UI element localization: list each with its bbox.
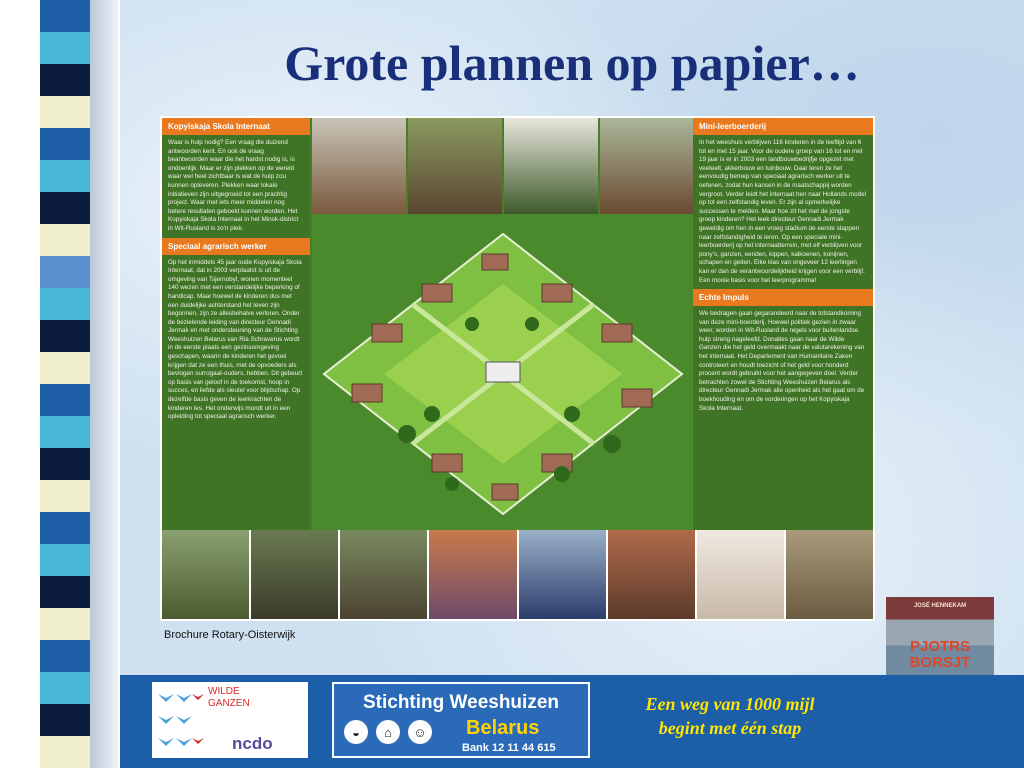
ncdo-logo: ncdo [232, 734, 273, 753]
photo-strip-bottom [162, 530, 873, 619]
motto-text: Een weg van 1000 mijl begint met één stap [645, 694, 815, 738]
photo-planting [786, 530, 873, 619]
brochure-left-column [162, 118, 310, 530]
brochure-content [162, 118, 873, 619]
brochure-caption: Brochure Rotary-Oisterwijk [164, 629, 296, 641]
photo-pigs [504, 118, 598, 214]
stichting-title: Stichting Weeshuizen [362, 692, 559, 713]
brochure-image [160, 116, 875, 621]
section-text: We bedragen gaan gegarandeerd naar de totstandkoming van deze mini-boerderij. Hoewel politiek gezien in zwaar weer, worden in Wit-Rusland de regels voor buitenlandse hulp streng nageleefd. Donaties gaan naar de Wilde Ganzen die het geld overmaakt naar de valutarekening van het internaat. Het Departement van Humanitaire Zaken controleert en houdt toezicht of het geld voor honderd procent wordt gebruikt voor het aangegeven doel. Verder betrachten zowel de Stichting Weeshuizen Belarus als directeur Gennadi Jermak alle openheid als het gaat om de boekhouding en om de vorderingen op het Kopyiskaja Skola Internaat. [699, 310, 865, 412]
stichting-icons [344, 720, 432, 744]
bowl-icon: ◒ [344, 720, 368, 744]
photo-girl-colorful [429, 530, 516, 619]
photo-building [312, 118, 406, 214]
photo-sleeping-child [697, 530, 784, 619]
section-text: In het weeshuis verblijven 116 kinderen in de leeftijd van 6 tot en met 15 jaar. Voor de oudere groep van 16 tot en met 19 jaar is er in 2003 een landbouwbedrijfje opgezet met veeteelt, akkerbouw en tuinbouw. Daar leren ze het eenvoudig beroep van speciaal agrarisch werker uit te oefenen, zodat hun kansen in de maatschappij worden vergroot. Verder leidt het internaat hen naar Hollands model op tot een zelfstandig leven. Er zijn al opmerkelijke successen te melden. Maar hoe zit het met de jongste groep kinderen? Het leek directeur Gennadi Jermak geweldig om hen in een vroeg stadium de eerste stappen naar zelfstandigheid te leren. Op een speciale mini-leerboerderij op het internaatterrein, met elf verblijven voor pony's, ganzen, eenden, kippen, kalkoenen, konijnen, schapen en geiten. Elke klas van ongeveer 12 leerlingen kan er dan de verantwoordelijkheid krijgen voor een verblijf. Een mooie basis voor het leerprogramma! [699, 139, 866, 284]
smiley-icon: ☺ [408, 720, 432, 744]
section-heading: Kopyiskaja Skola Internaat [162, 118, 310, 135]
book-title: PJOTRS BORSJT [909, 638, 971, 671]
wilde-ganzen-logo [152, 682, 308, 758]
photo-children-field [162, 530, 249, 619]
stripe-column [40, 0, 90, 768]
photo-children-group [251, 530, 338, 619]
book-author: JOSÉ HENNEKAM [913, 603, 967, 609]
photo-two-boys [608, 530, 695, 619]
section-text: Op het inmiddels 45 jaar oude Kopyiskaja Skola Internaat, dat in 2003 verplaatst is uit de omgeving van Tsjernobyl, wonen momenteel 140 wezen met een verstandelijke beperking of handicap. Maar hoewel de kinderen dus met een duidelijke achterstand het leven zijn begonnen, zijn ze allesbehalve verloren. Onder de bezielende leiding van directeur Gennadi Jermak en met ondersteuning van de Stichting Weeshuizen Belarus van Ria Schraverus wordt in de eerste plaats een gezinsomgeving geschapen, waarin de kinderen het gevoel krijgen dat ze een thuis, met de opvoeders als bevlogen surrogaat-ouders, hebben. Dit gebeurt op basis van geloof in de toekomst, hoop in succes, en liefde als sleutel voor blijdschap. Op dezelfde basis geven de leerkrachten de kinderen les. Het onderwijs mondt uit in een opleiding tot speciaal agrarisch werker. [168, 258, 303, 421]
photo-strip-top [312, 118, 694, 214]
photo-boys-working [340, 530, 427, 619]
photo-harvest [408, 118, 502, 214]
geese-icon [156, 686, 206, 756]
stichting-bank: Bank 12 11 44 615 [462, 742, 556, 754]
stichting-weeshuizen-logo [332, 682, 590, 758]
wilde-ganzen-text: WILDE GANZEN [208, 686, 250, 709]
brochure-right-column [693, 118, 873, 530]
stichting-subtitle: Belarus [466, 717, 540, 739]
section-text: Waar is hulp nodig? Een vraag die duizend antwoorden kent. En ook de vraag beantwoorden waar die het hardst nodig is, is ondoenlijk. Maar er zijn plekken op de wereld waar wel heel zichtbaar is wat de hulp zou kunnen opleveren. Plekken waar lokale initiatieven zijn uitgegroeid tot een prachtig project. Waar met iets meer middelen nog betere resultaten geboekt kunnen worden. Het Kopyiskaja Skola Internaat in het Minsk-district in Wit-Rusland is zo'n plek. [168, 139, 299, 232]
stripe-shadow [90, 0, 118, 768]
farm-illustration [312, 214, 694, 530]
house-icon: ⌂ [376, 720, 400, 744]
section-heading: Echte Impuls [693, 289, 873, 306]
section-heading: Mini-leerboerderij [693, 118, 873, 135]
decorative-stripe-bar [0, 0, 120, 768]
page-title: Grote plannen op papier… [284, 35, 860, 91]
photo-field [600, 118, 694, 214]
photo-tractor [519, 530, 606, 619]
section-heading: Speciaal agrarisch werker [162, 238, 310, 255]
